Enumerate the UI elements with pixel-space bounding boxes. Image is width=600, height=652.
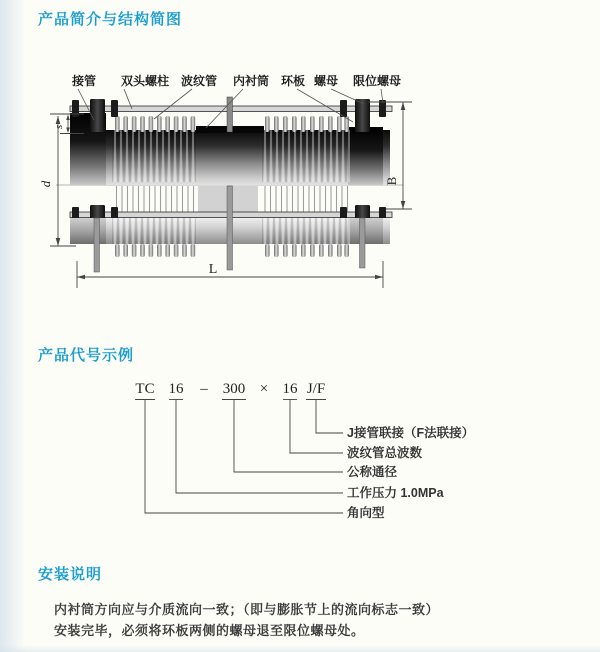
dim-label-d: d xyxy=(38,180,53,188)
code-connector-lines xyxy=(145,407,343,513)
annotation-wave-count: 波纹管总波数 xyxy=(347,446,423,460)
part-label-huanban: 环板 xyxy=(280,74,306,88)
code-part-connection: J/F xyxy=(306,381,326,397)
install-instruction-line: 安装完毕，必须将环板两侧的螺母退至限位螺母处。 xyxy=(54,623,365,638)
code-multiply-sign: × xyxy=(259,381,269,397)
code-part-pressure: 16 xyxy=(168,381,184,397)
center-stud-upper xyxy=(227,97,233,132)
code-string xyxy=(135,381,325,397)
dim-label-B: B xyxy=(384,176,399,186)
section-title-intro: 产品简介与结构简图 xyxy=(38,11,183,28)
part-label-xianwei-luomu: 限位螺母 xyxy=(352,74,402,88)
section-title-code-example: 产品代号示例 xyxy=(38,347,135,364)
code-part-diameter: 300 xyxy=(222,381,246,397)
code-tick-marks xyxy=(135,400,326,408)
annotation-angular-type: 角向型 xyxy=(347,506,385,520)
code-part-type: TC xyxy=(135,381,155,397)
part-labels xyxy=(71,73,401,88)
product-code-diagram xyxy=(0,340,600,540)
dim-label-L: L xyxy=(208,262,218,277)
part-label-neichentong: 内衬筒 xyxy=(232,74,270,88)
part-label-jieguan: 接管 xyxy=(71,74,97,88)
dim-label-s: s xyxy=(53,124,65,130)
install-instruction-line: 内衬筒方向应与介质流向一致；（即与膨胀节上的流向标志一致） xyxy=(54,602,440,617)
part-label-luomu: 螺母 xyxy=(313,74,339,88)
section-title-install: 安装说明 xyxy=(38,566,103,583)
part-label-bowenguan: 波纹管 xyxy=(180,74,218,88)
annotation-connection: J接管联接（F法联接） xyxy=(347,426,475,440)
code-dash: – xyxy=(200,381,208,397)
code-annotations xyxy=(347,425,474,520)
page-bottom-shadow xyxy=(0,645,600,652)
annotation-working-pressure: 工作压力 1.0MPa xyxy=(347,486,444,500)
annotation-nominal-diameter: 公称通径 xyxy=(347,465,398,479)
part-label-shuangtou-luozhu: 双头螺柱 xyxy=(120,74,170,88)
code-part-waves: 16 xyxy=(282,381,298,397)
